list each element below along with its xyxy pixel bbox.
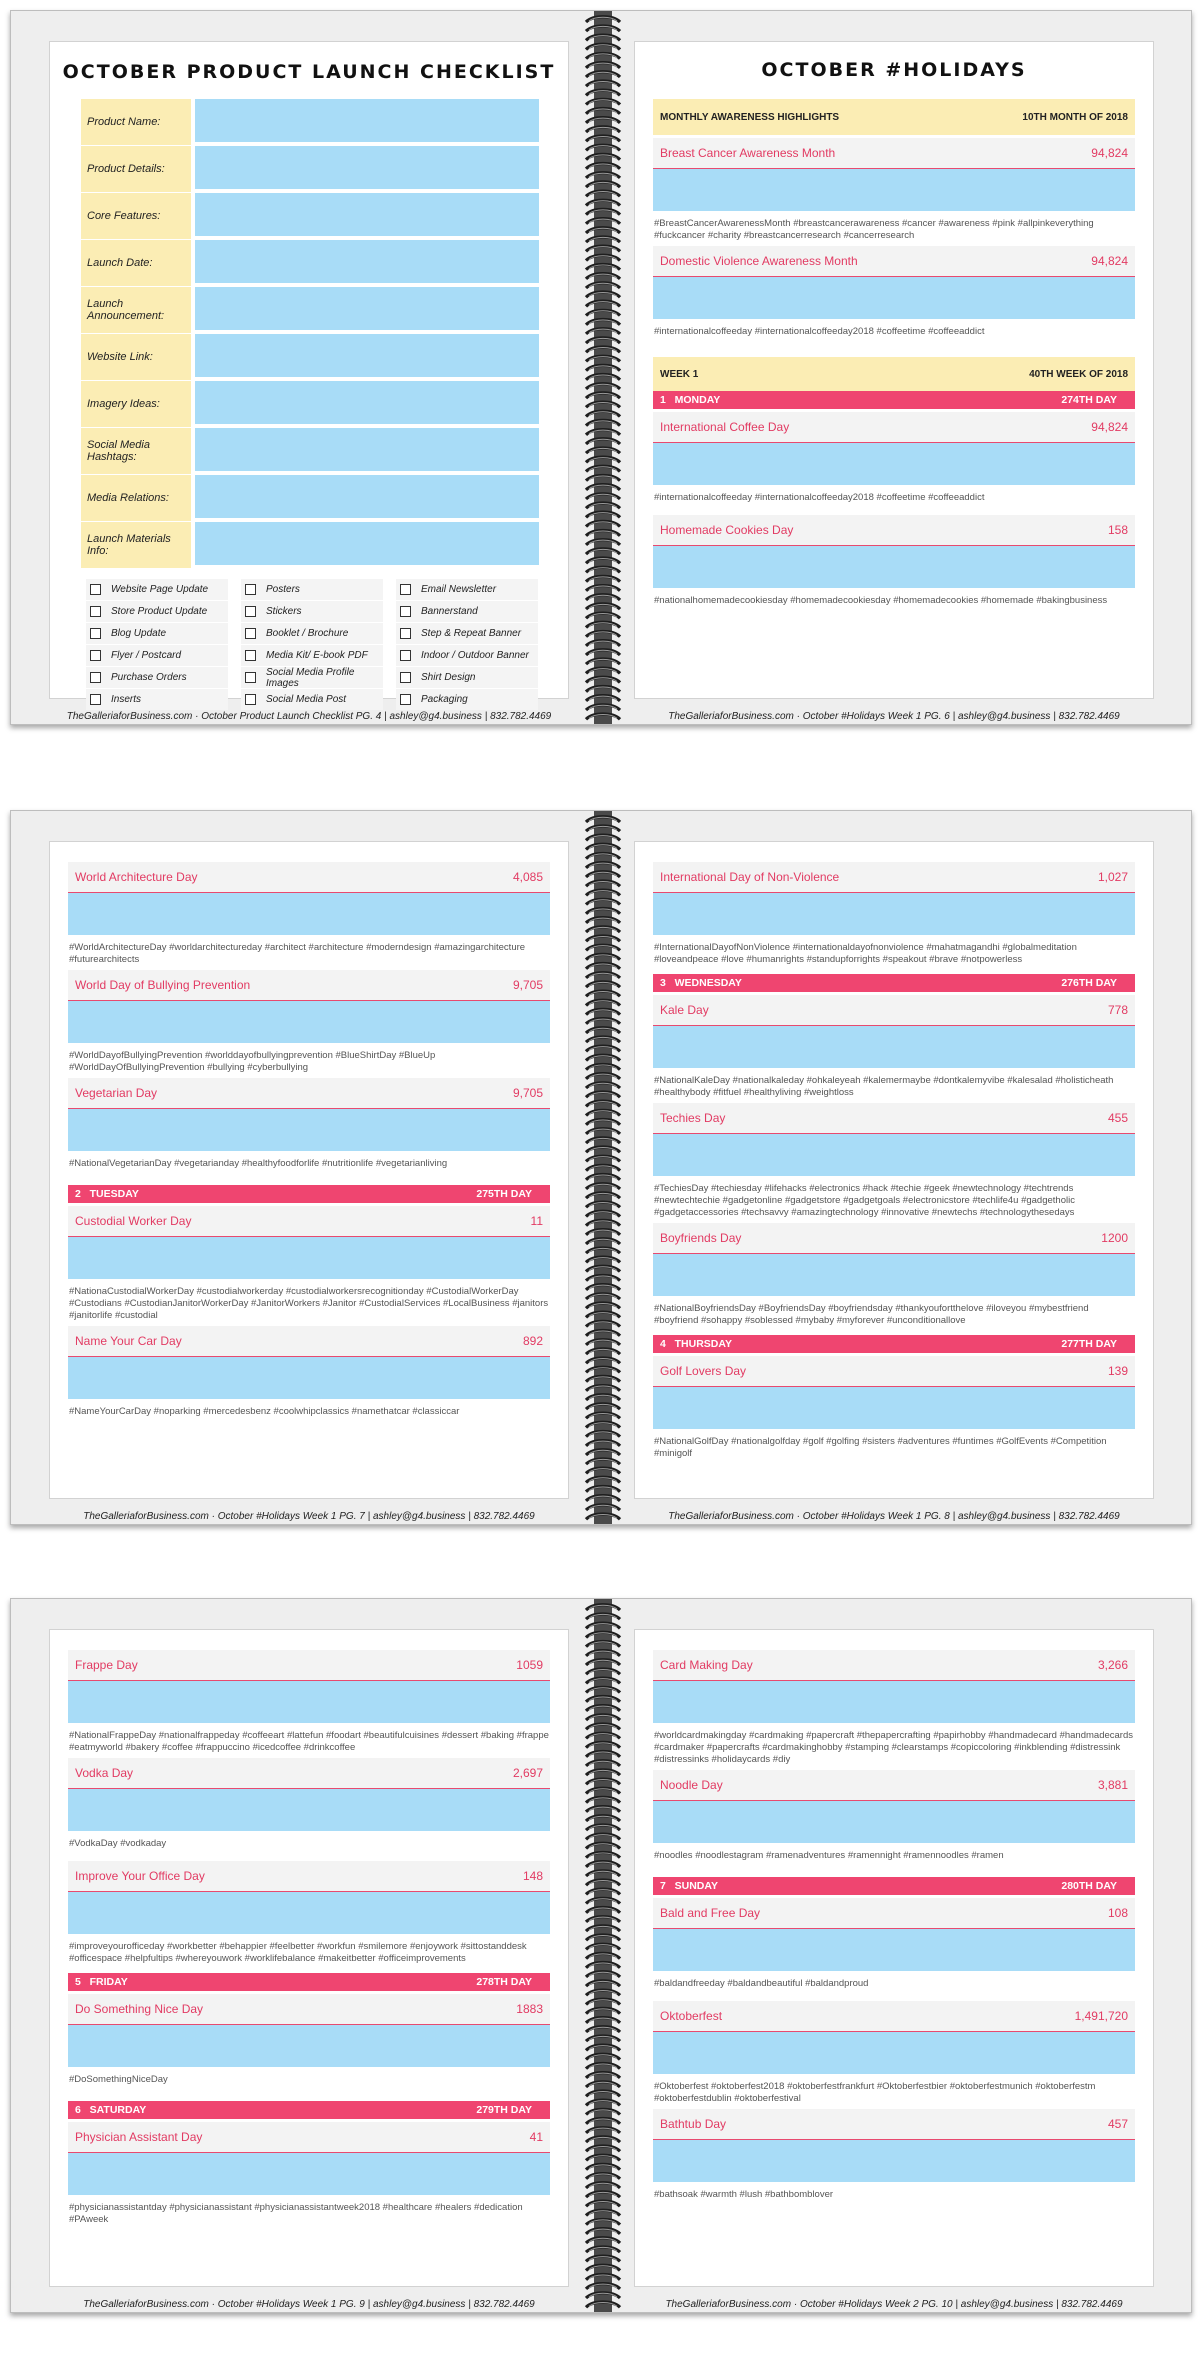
checklist-item[interactable] (86, 667, 228, 688)
spread-3 (10, 1598, 1192, 2313)
day-number: 3 (660, 977, 666, 989)
hashtag-list: #InternationalDayofNonViolence #internationaldayofnonviolence #mahatmagandhi #globalmeditation #loveandpeace #love #humanrights #standupforrights #speakout #brave #notpowerless (654, 942, 1077, 965)
holiday-header (68, 1326, 550, 1357)
hashtag-list: #NationalFrappeDay #nationalfrappeday #coffeeart #lattefun #foodart #beautifulcuisines #dessert #baking #frappe #eatmyworld #bakery #coffee #frappuccino #icedcoffee #drinkcoffee (69, 1730, 549, 1753)
checkbox-label: Store Product Update (111, 606, 208, 617)
form-row (81, 287, 539, 334)
day-ordinal: 278TH DAY (476, 1976, 532, 1988)
hashtag-list: #nationalhomemadecookiesday #homemadecookiesday #homemadecookies #homemade #bakingbusiness (654, 595, 1108, 606)
holiday-name: Vodka Day (75, 1766, 134, 1780)
checkbox[interactable] (400, 606, 411, 617)
monthly-header (653, 99, 1135, 135)
page-footer: TheGalleriaforBusiness.com · October #Holidays Week 2 PG. 10 | ashley@g4.business | 832.782.4469 (665, 2299, 1123, 2310)
checkbox[interactable] (245, 650, 256, 661)
holiday-post-count: 1,491,720 (1074, 2009, 1128, 2023)
holiday-header (653, 1356, 1135, 1387)
field-label: Imagery Ideas: (81, 381, 191, 428)
notes-field[interactable] (68, 1237, 550, 1279)
holiday-name: International Day of Non-Violence (660, 870, 840, 884)
holiday-post-count: 94,824 (1091, 420, 1128, 434)
field-input[interactable] (195, 522, 539, 569)
page-title: OCTOBER #HOLIDAYS (761, 59, 1027, 81)
checkbox[interactable] (245, 672, 256, 683)
checkbox[interactable] (90, 584, 101, 595)
holiday-header (653, 1103, 1135, 1134)
holiday-post-count: 457 (1107, 2117, 1128, 2131)
form-row (81, 334, 539, 381)
holiday-name: Bald and Free Day (660, 1906, 761, 1920)
checkbox-label: Website Page Update (111, 584, 209, 595)
holiday-header (68, 1206, 550, 1237)
holidays-page (49, 1629, 569, 2287)
day-number: 2 (75, 1188, 81, 1200)
holiday-post-count: 9,705 (512, 978, 543, 992)
holiday-entry (68, 1206, 550, 1326)
holiday-entry (68, 970, 550, 1078)
checkbox[interactable] (400, 584, 411, 595)
holiday-header (653, 995, 1135, 1026)
hashtag-list: #worldcardmakingday #cardmaking #papercraft #thepapercrafting #papirhobby #handmadecard #handmadecards #cardmaker #papercrafts #cardmakinghobby #stamping #clearstamps #copiccoloring #inkblending #distressink #distressinks #holidaycards #diy (654, 1730, 1133, 1765)
holiday-name: Domestic Violence Awareness Month (660, 254, 858, 268)
checklist-page (49, 41, 569, 705)
holiday-header (653, 2001, 1135, 2032)
field-input[interactable] (195, 193, 539, 240)
holiday-entry (653, 1770, 1135, 1873)
holiday-header (68, 1650, 550, 1681)
notes-field[interactable] (68, 2025, 550, 2067)
holiday-header (68, 2122, 550, 2153)
holiday-name: Improve Your Office Day (75, 1869, 205, 1883)
day-name: TUESDAY (89, 1188, 139, 1200)
holiday-name: Physician Assistant Day (75, 2130, 203, 2144)
hashtag-list: #bathsoak #warmth #lush #bathbomblover (654, 2189, 834, 2200)
notes-field[interactable] (68, 1109, 550, 1151)
holiday-entry (653, 1223, 1135, 1331)
holiday-entry (653, 1103, 1135, 1223)
holiday-post-count: 778 (1107, 1003, 1128, 1017)
holiday-name: Boyfriends Day (660, 1231, 742, 1245)
notes-field[interactable] (653, 2140, 1135, 2182)
checkbox[interactable] (400, 672, 411, 683)
day-header (653, 1877, 1135, 1895)
checklist-item[interactable] (396, 623, 538, 644)
day-name: SUNDAY (674, 1880, 718, 1892)
field-label: Launch Date: (81, 240, 191, 287)
monthly-header-label: MONTHLY AWARENESS HIGHLIGHTS (660, 111, 840, 123)
holiday-header (653, 138, 1135, 169)
holiday-post-count: 1,027 (1097, 870, 1128, 884)
page-footer: TheGalleriaforBusiness.com · October #Holidays Week 1 PG. 6 | ashley@g4.business | 832.782.4469 (668, 711, 1120, 722)
day-ordinal: 280TH DAY (1061, 1880, 1117, 1892)
holiday-name: Kale Day (660, 1003, 709, 1017)
hashtag-list: #WorldArchitectureDay #worldarchitectureday #architect #architecture #moderndesign #amazingarchitecture #futurearchitects (69, 942, 526, 965)
field-label: Product Details: (81, 146, 191, 193)
holiday-entry (68, 1861, 550, 1969)
notes-field[interactable] (653, 546, 1135, 588)
holiday-entry (68, 1078, 550, 1181)
holiday-header (68, 1861, 550, 1892)
checklist-item[interactable] (86, 601, 228, 622)
spread-1 (10, 10, 1192, 725)
checkbox[interactable] (245, 584, 256, 595)
spiral-binding (581, 811, 625, 1524)
checklist-item[interactable] (396, 601, 538, 622)
holiday-post-count: 9,705 (512, 1086, 543, 1100)
day-name: MONDAY (674, 394, 721, 406)
day-ordinal: 275TH DAY (476, 1188, 532, 1200)
form-row (81, 240, 539, 287)
day-number: 5 (75, 1976, 81, 1988)
holiday-entry (68, 1650, 550, 1758)
day-header (653, 1335, 1135, 1353)
form-row (81, 428, 539, 475)
notes-field[interactable] (68, 1681, 550, 1723)
notes-field[interactable] (653, 169, 1135, 211)
holiday-entry (68, 2122, 550, 2230)
holiday-header (653, 515, 1135, 546)
field-label: Product Name: (81, 99, 191, 146)
field-input[interactable] (195, 287, 539, 334)
holiday-entry (68, 1758, 550, 1861)
field-label: Launch Announcement: (81, 287, 191, 334)
notes-field[interactable] (653, 1801, 1135, 1843)
checklist-item[interactable] (241, 689, 383, 710)
week-label: WEEK 1 (660, 368, 699, 380)
holiday-post-count: 2,697 (512, 1766, 543, 1780)
hashtag-list: #baldandfreeday #baldandbeautiful #baldandproud (654, 1978, 869, 1989)
holiday-post-count: 108 (1107, 1906, 1128, 1920)
checkbox-label: Stickers (266, 606, 302, 617)
checklist-item[interactable] (396, 579, 538, 600)
holiday-header (653, 2109, 1135, 2140)
checkbox[interactable] (90, 606, 101, 617)
hashtag-list: #internationalcoffeeday #internationalcoffeeday2018 #coffeetime #coffeeaddict (654, 492, 985, 503)
holidays-page (634, 1629, 1154, 2287)
day-ordinal: 276TH DAY (1061, 977, 1117, 989)
hashtag-list: #TechiesDay #techiesday #lifehacks #electronics #hack #techie #geek #newtechnology #techtrends #newtechtechie #gadgetonline #gadgetstore #gadgetgoals #electronicstore #techlife4u #gadgetholic #gadgetaccessories #techsavvy #amazingtechnology #innovative #newtechs #technologythesedays (654, 1183, 1075, 1218)
checklist-item[interactable] (86, 623, 228, 644)
checkbox-label: Bannerstand (421, 606, 478, 617)
page-footer: TheGalleriaforBusiness.com · October #Holidays Week 1 PG. 9 | ashley@g4.business | 832.782.4469 (83, 2299, 535, 2310)
day-ordinal: 274TH DAY (1061, 394, 1117, 406)
hashtag-list: #NationalVegetarianDay #vegetarianday #healthyfoodforlife #nutritionlife #vegetarianliving (69, 1158, 448, 1169)
checkbox[interactable] (90, 628, 101, 639)
notes-field[interactable] (653, 1254, 1135, 1296)
holiday-entry (653, 862, 1135, 970)
notes-field[interactable] (653, 277, 1135, 319)
day-header (68, 1185, 550, 1203)
checklist-item[interactable] (241, 667, 383, 688)
holiday-entry (653, 246, 1135, 349)
checkbox-label: Posters (266, 584, 300, 595)
hashtag-list: #Oktoberfest #oktoberfest2018 #oktoberfestfrankfurt #Oktoberfestbier #oktoberfestmunich #oktoberfestm #oktoberfestdublin #oktoberfestival (654, 2081, 1096, 2104)
hashtag-list: #DoSomethingNiceDay (69, 2074, 168, 2085)
holiday-header (68, 1078, 550, 1109)
checklist-item[interactable] (241, 579, 383, 600)
holiday-post-count: 41 (529, 2130, 543, 2144)
holiday-entry (653, 2109, 1135, 2212)
holiday-name: Breast Cancer Awareness Month (660, 146, 836, 160)
checkbox-label: Indoor / Outdoor Banner (421, 650, 529, 661)
holiday-post-count: 892 (522, 1334, 543, 1348)
day-header (68, 1973, 550, 1991)
spiral-binding (581, 11, 625, 724)
hashtag-list: #VodkaDay #vodkaday (69, 1838, 167, 1849)
hashtag-list: #internationalcoffeeday #internationalcoffeeday2018 #coffeetime #coffeeaddict (654, 326, 985, 337)
checkbox-label: Packaging (421, 694, 468, 705)
notes-field[interactable] (653, 2032, 1135, 2074)
hashtag-list: #noodles #noodlestagram #ramenadventures #ramennight #ramennoodles #ramen (654, 1850, 1004, 1861)
holiday-name: World Architecture Day (75, 870, 198, 884)
holiday-entry (653, 995, 1135, 1103)
hashtag-list: #improveyourofficeday #workbetter #behappier #feelbetter #workfun #smilemore #enjoywork #sittostanddesk #officespace #helpfultips #whereyouwork #worklifebalance #makeitbetter #officeimprovements (69, 1941, 527, 1964)
holiday-post-count: 94,824 (1091, 146, 1128, 160)
holiday-header (68, 862, 550, 893)
hashtag-list: #NationalGolfDay #nationalgolfday #golf #golfing #sisters #adventures #funtimes #GolfEvents #Competition #minigolf (654, 1436, 1107, 1459)
day-header (68, 2101, 550, 2119)
checkbox-label: Flyer / Postcard (111, 650, 182, 661)
field-input[interactable] (195, 381, 539, 428)
holiday-entry (653, 1898, 1135, 2001)
holiday-post-count: 94,824 (1091, 254, 1128, 268)
notes-field[interactable] (653, 1134, 1135, 1176)
checklist-item[interactable] (241, 623, 383, 644)
holiday-name: Custodial Worker Day (75, 1214, 192, 1228)
day-number: 4 (660, 1338, 666, 1350)
page-footer: TheGalleriaforBusiness.com · October Product Launch Checklist PG. 4 | ashley@g4.business | 832.782.4469 (66, 711, 552, 722)
hashtag-list: #BreastCancerAwarenessMonth #breastcancerawareness #cancer #awareness #pink #allpinkeverything #fuckcancer #charity #breastcancerresearch #cancerresearch (654, 218, 1094, 241)
spiral-binding (581, 1599, 625, 2312)
holiday-name: Vegetarian Day (75, 1086, 158, 1100)
notes-field[interactable] (68, 1001, 550, 1043)
holiday-header (653, 862, 1135, 893)
day-header (653, 391, 1135, 409)
day-number: 6 (75, 2104, 81, 2116)
monthly-header-month: 10TH MONTH OF 2018 (1022, 111, 1128, 123)
holiday-name: Noodle Day (660, 1778, 723, 1792)
checklist-item[interactable] (241, 601, 383, 622)
field-input[interactable] (195, 475, 539, 522)
holiday-post-count: 3,881 (1097, 1778, 1128, 1792)
holiday-name: Card Making Day (660, 1658, 753, 1672)
notes-field[interactable] (68, 1357, 550, 1399)
holiday-header (653, 1650, 1135, 1681)
holiday-name: Oktoberfest (660, 2009, 723, 2023)
holiday-name: Golf Lovers Day (660, 1364, 747, 1378)
form-row (81, 475, 539, 522)
holiday-name: Bathtub Day (660, 2117, 727, 2131)
checkbox-label: Social Media Profile Images (266, 666, 355, 689)
spread-2 (10, 810, 1192, 1525)
holiday-header (653, 1770, 1135, 1801)
checkbox-label: Inserts (111, 694, 142, 705)
holiday-post-count: 11 (530, 1214, 543, 1228)
day-name: WEDNESDAY (674, 977, 742, 989)
checkbox[interactable] (90, 694, 101, 705)
checkbox[interactable] (245, 628, 256, 639)
holiday-entry (653, 412, 1135, 515)
hashtag-list: #NationalBoyfriendsDay #BoyfriendsDay #boyfriendsday #thankyoufortthelove #iloveyou #mybestfriend #boyfriend #sohappy #soblessed #mybaby #myforever #unconditionallove (654, 1303, 1089, 1326)
week-of-year: 40TH WEEK OF 2018 (1029, 368, 1128, 380)
form-row (81, 522, 539, 569)
day-ordinal: 279TH DAY (476, 2104, 532, 2116)
checklist-item[interactable] (86, 645, 228, 666)
field-input[interactable] (195, 99, 539, 146)
notes-field[interactable] (653, 1026, 1135, 1068)
page-title: OCTOBER PRODUCT LAUNCH CHECKLIST (62, 61, 556, 83)
field-input[interactable] (195, 146, 539, 193)
notes-field[interactable] (653, 893, 1135, 935)
day-ordinal: 277TH DAY (1061, 1338, 1117, 1350)
holiday-name: Do Something Nice Day (75, 2002, 204, 2016)
checkbox-label: Blog Update (111, 628, 167, 639)
notes-field[interactable] (653, 1929, 1135, 1971)
holiday-post-count: 148 (522, 1869, 543, 1883)
checkbox-label: Shirt Design (421, 672, 476, 683)
holiday-entry (653, 2001, 1135, 2109)
field-label: Media Relations: (81, 475, 191, 522)
holiday-entry (653, 138, 1135, 246)
holiday-post-count: 1883 (516, 2002, 543, 2016)
checkbox-label: Email Newsletter (421, 584, 497, 595)
checkbox-label: Media Kit/ E-book PDF (266, 650, 368, 661)
week-header (653, 357, 1135, 391)
checkbox[interactable] (400, 628, 411, 639)
field-label: Core Features: (81, 193, 191, 240)
notes-field[interactable] (68, 1892, 550, 1934)
holiday-header (68, 970, 550, 1001)
checklist-item[interactable] (396, 667, 538, 688)
checkbox-label: Purchase Orders (111, 672, 187, 683)
field-label: Launch Materials Info: (81, 522, 191, 569)
form-row (81, 146, 539, 193)
page-footer: TheGalleriaforBusiness.com · October #Holidays Week 1 PG. 7 | ashley@g4.business | 832.782.4469 (83, 1511, 535, 1522)
holiday-entry (653, 1650, 1135, 1770)
holiday-name: Frappe Day (75, 1658, 138, 1672)
checkbox[interactable] (245, 694, 256, 705)
checklist-item[interactable] (86, 579, 228, 600)
checkbox[interactable] (400, 694, 411, 705)
checklist-item[interactable] (396, 689, 538, 710)
page-footer: TheGalleriaforBusiness.com · October #Holidays Week 1 PG. 8 | ashley@g4.business | 832.782.4469 (668, 1511, 1120, 1522)
holiday-header (653, 1898, 1135, 1929)
holiday-name: Homemade Cookies Day (660, 523, 794, 537)
checklist-item[interactable] (396, 645, 538, 666)
checklist-checkboxes (86, 579, 568, 711)
holiday-entry (653, 1356, 1135, 1464)
notes-field[interactable] (68, 893, 550, 935)
holidays-page (49, 841, 569, 1499)
holiday-entry (68, 862, 550, 970)
checklist-item[interactable] (241, 645, 383, 666)
holiday-header (653, 412, 1135, 443)
holiday-post-count: 1200 (1101, 1231, 1128, 1245)
holiday-entry (68, 1326, 550, 1429)
day-header (653, 974, 1135, 992)
holiday-post-count: 455 (1107, 1111, 1128, 1125)
form-row (81, 381, 539, 428)
notes-field[interactable] (68, 2153, 550, 2195)
holiday-post-count: 3,266 (1097, 1658, 1128, 1672)
checklist-item[interactable] (86, 689, 228, 710)
holiday-post-count: 139 (1107, 1364, 1128, 1378)
checkbox-label: Step & Repeat Banner (421, 628, 522, 639)
form-row (81, 99, 539, 146)
checklist-form (81, 99, 539, 569)
holiday-header (653, 1223, 1135, 1254)
field-label: Website Link: (81, 334, 191, 381)
checkbox[interactable] (400, 650, 411, 661)
holiday-header (653, 246, 1135, 277)
notes-field[interactable] (653, 443, 1135, 485)
field-input[interactable] (195, 334, 539, 381)
hashtag-list: #NationalKaleDay #nationalkaleday #ohkaleyeah #kalemermaybe #dontkalemyvibe #kalesalad #holisticheath #healthybody #fitfuel #healthyliving #weightloss (654, 1075, 1114, 1098)
checkbox-label: Booklet / Brochure (266, 628, 349, 639)
notes-field[interactable] (68, 1789, 550, 1831)
hashtag-list: #physicianassistantday #physicianassistant #physicianassistantweek2018 #healthcare #healers #dedication #PAweek (69, 2202, 523, 2225)
notes-field[interactable] (653, 1387, 1135, 1429)
day-name: FRIDAY (89, 1976, 128, 1988)
day-name: SATURDAY (89, 2104, 147, 2116)
form-row (81, 193, 539, 240)
checkbox[interactable] (90, 672, 101, 683)
holiday-header (68, 1994, 550, 2025)
holiday-name: Name Your Car Day (75, 1334, 182, 1348)
holiday-header (68, 1758, 550, 1789)
holiday-name: Techies Day (660, 1111, 726, 1125)
holidays-page (634, 41, 1154, 699)
checkbox[interactable] (90, 650, 101, 661)
holiday-post-count: 158 (1107, 523, 1128, 537)
day-number: 1 (660, 394, 666, 406)
hashtag-list: #NameYourCarDay #noparking #mercedesbenz #coolwhipclassics #namethatcar #classiccar (69, 1406, 460, 1417)
holiday-post-count: 4,085 (512, 870, 543, 884)
day-number: 7 (660, 1880, 666, 1892)
holiday-name: International Coffee Day (660, 420, 790, 434)
holiday-name: World Day of Bullying Prevention (75, 978, 251, 992)
hashtag-list: #NationaCustodialWorkerDay #custodialworkerday #custodialworkersrecognitionday #CustodialWorkerDay #Custodians #CustodianJanitorWorkerDay #JanitorWorkers #Janitor #CustodialServices #LocalBusiness #janitors #janitorlife #custodial (69, 1286, 549, 1321)
holiday-entry (68, 1994, 550, 2097)
checkbox-label: Social Media Post (266, 694, 347, 705)
holidays-page (634, 841, 1154, 1499)
checkbox[interactable] (245, 606, 256, 617)
holiday-post-count: 1059 (516, 1658, 543, 1672)
hashtag-list: #WorldDayofBullyingPrevention #worlddayofbullyingprevention #BlueShirtDay #BlueUp #WorldDayOfBullyingPrevention #bullying #cyberbullying (69, 1050, 436, 1073)
field-label: Social Media Hashtags: (81, 428, 191, 475)
day-name: THURSDAY (674, 1338, 732, 1350)
holiday-entry (653, 515, 1135, 618)
field-input[interactable] (195, 240, 539, 287)
field-input[interactable] (195, 428, 539, 475)
notes-field[interactable] (653, 1681, 1135, 1723)
